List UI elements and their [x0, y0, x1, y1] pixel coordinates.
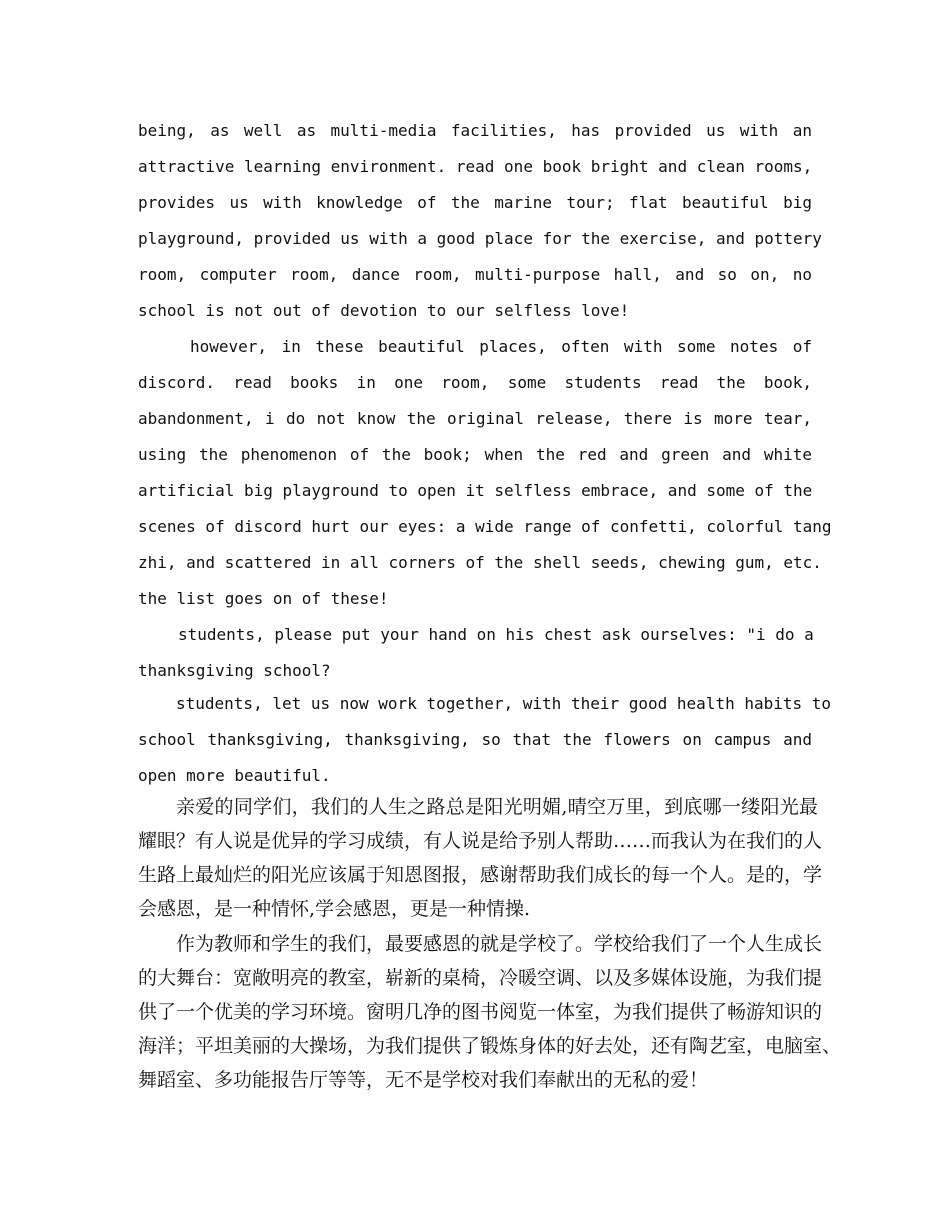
- text-line: playground, provided us with a good place for the exercise, and pottery: [138, 229, 822, 248]
- text-line: the list goes on of these!: [138, 589, 389, 608]
- text-line: 亲爱的同学们，我们的人生之路总是阳光明媚,晴空万里，到底哪一缕阳光最: [176, 796, 818, 818]
- text-line: 会感恩，是一种情怀,学会感恩，更是一种情操.: [138, 898, 531, 920]
- text-line: open more beautiful.: [138, 766, 331, 785]
- paragraph-2: [138, 329, 832, 617]
- text-line: 耀眼？有人说是优异的学习成绩，有人说是给予别人帮助……而我认为在我们的人: [138, 830, 823, 852]
- text-line: attractive learning environment. read one book bright and clean rooms,: [138, 157, 813, 176]
- text-line: students, let us now work together, with their good health habits to: [176, 694, 832, 713]
- text-line: scenes of discord hurt our eyes: a wide range of confetti, colorful tang: [138, 517, 832, 536]
- paragraph-4: [138, 686, 832, 794]
- text-line: discord. read books in one room, some students read the book,: [138, 373, 812, 392]
- text-line: using the phenomenon of the book; when the red and green and white: [138, 445, 812, 464]
- text-line: students, please put your hand on his chest ask ourselves: "i do a: [178, 625, 814, 644]
- text-line: school thanksgiving, thanksgiving, so that the flowers on campus and: [138, 730, 812, 749]
- text-line: artificial big playground to open it selfless embrace, and some of the: [138, 481, 813, 500]
- text-line: being, as well as multi-media facilities, has provided us with an: [138, 121, 812, 140]
- text-line: zhi, and scattered in all corners of the shell seeds, chewing gum, etc.: [138, 553, 822, 572]
- text-line: thanksgiving school?: [138, 661, 331, 680]
- text-line: 供了一个优美的学习环境。窗明几净的图书阅览一体室，为我们提供了畅游知识的: [138, 1001, 823, 1023]
- text-line: school is not out of devotion to our selfless love!: [138, 301, 630, 320]
- paragraph-5: [138, 790, 823, 926]
- text-line: 舞蹈室、多功能报告厅等等，无不是学校对我们奉献出的无私的爱！: [138, 1069, 709, 1091]
- text-line: provides us with knowledge of the marine tour; flat beautiful big: [138, 193, 812, 212]
- text-line: however, in these beautiful places, often with some notes of: [190, 337, 812, 356]
- paragraph-1: [138, 113, 822, 329]
- text-line: room, computer room, dance room, multi-purpose hall, and so on, no: [138, 265, 812, 284]
- text-line: abandonment, i do not know the original release, there is more tear,: [138, 409, 812, 428]
- paragraph-6: [138, 927, 842, 1097]
- paragraph-3: [138, 617, 812, 689]
- text-line: 的大舞台：宽敞明亮的教室，崭新的桌椅，冷暖空调、以及多媒体设施，为我们提: [138, 967, 823, 989]
- text-line: 生路上最灿烂的阳光应该属于知恩图报，感谢帮助我们成长的每一个人。是的，学: [138, 864, 823, 886]
- text-line: 作为教师和学生的我们，最要感恩的就是学校了。学校给我们了一个人生成长: [176, 933, 823, 955]
- text-line: 海洋；平坦美丽的大操场，为我们提供了锻炼身体的好去处，还有陶艺室，电脑室、: [138, 1035, 842, 1057]
